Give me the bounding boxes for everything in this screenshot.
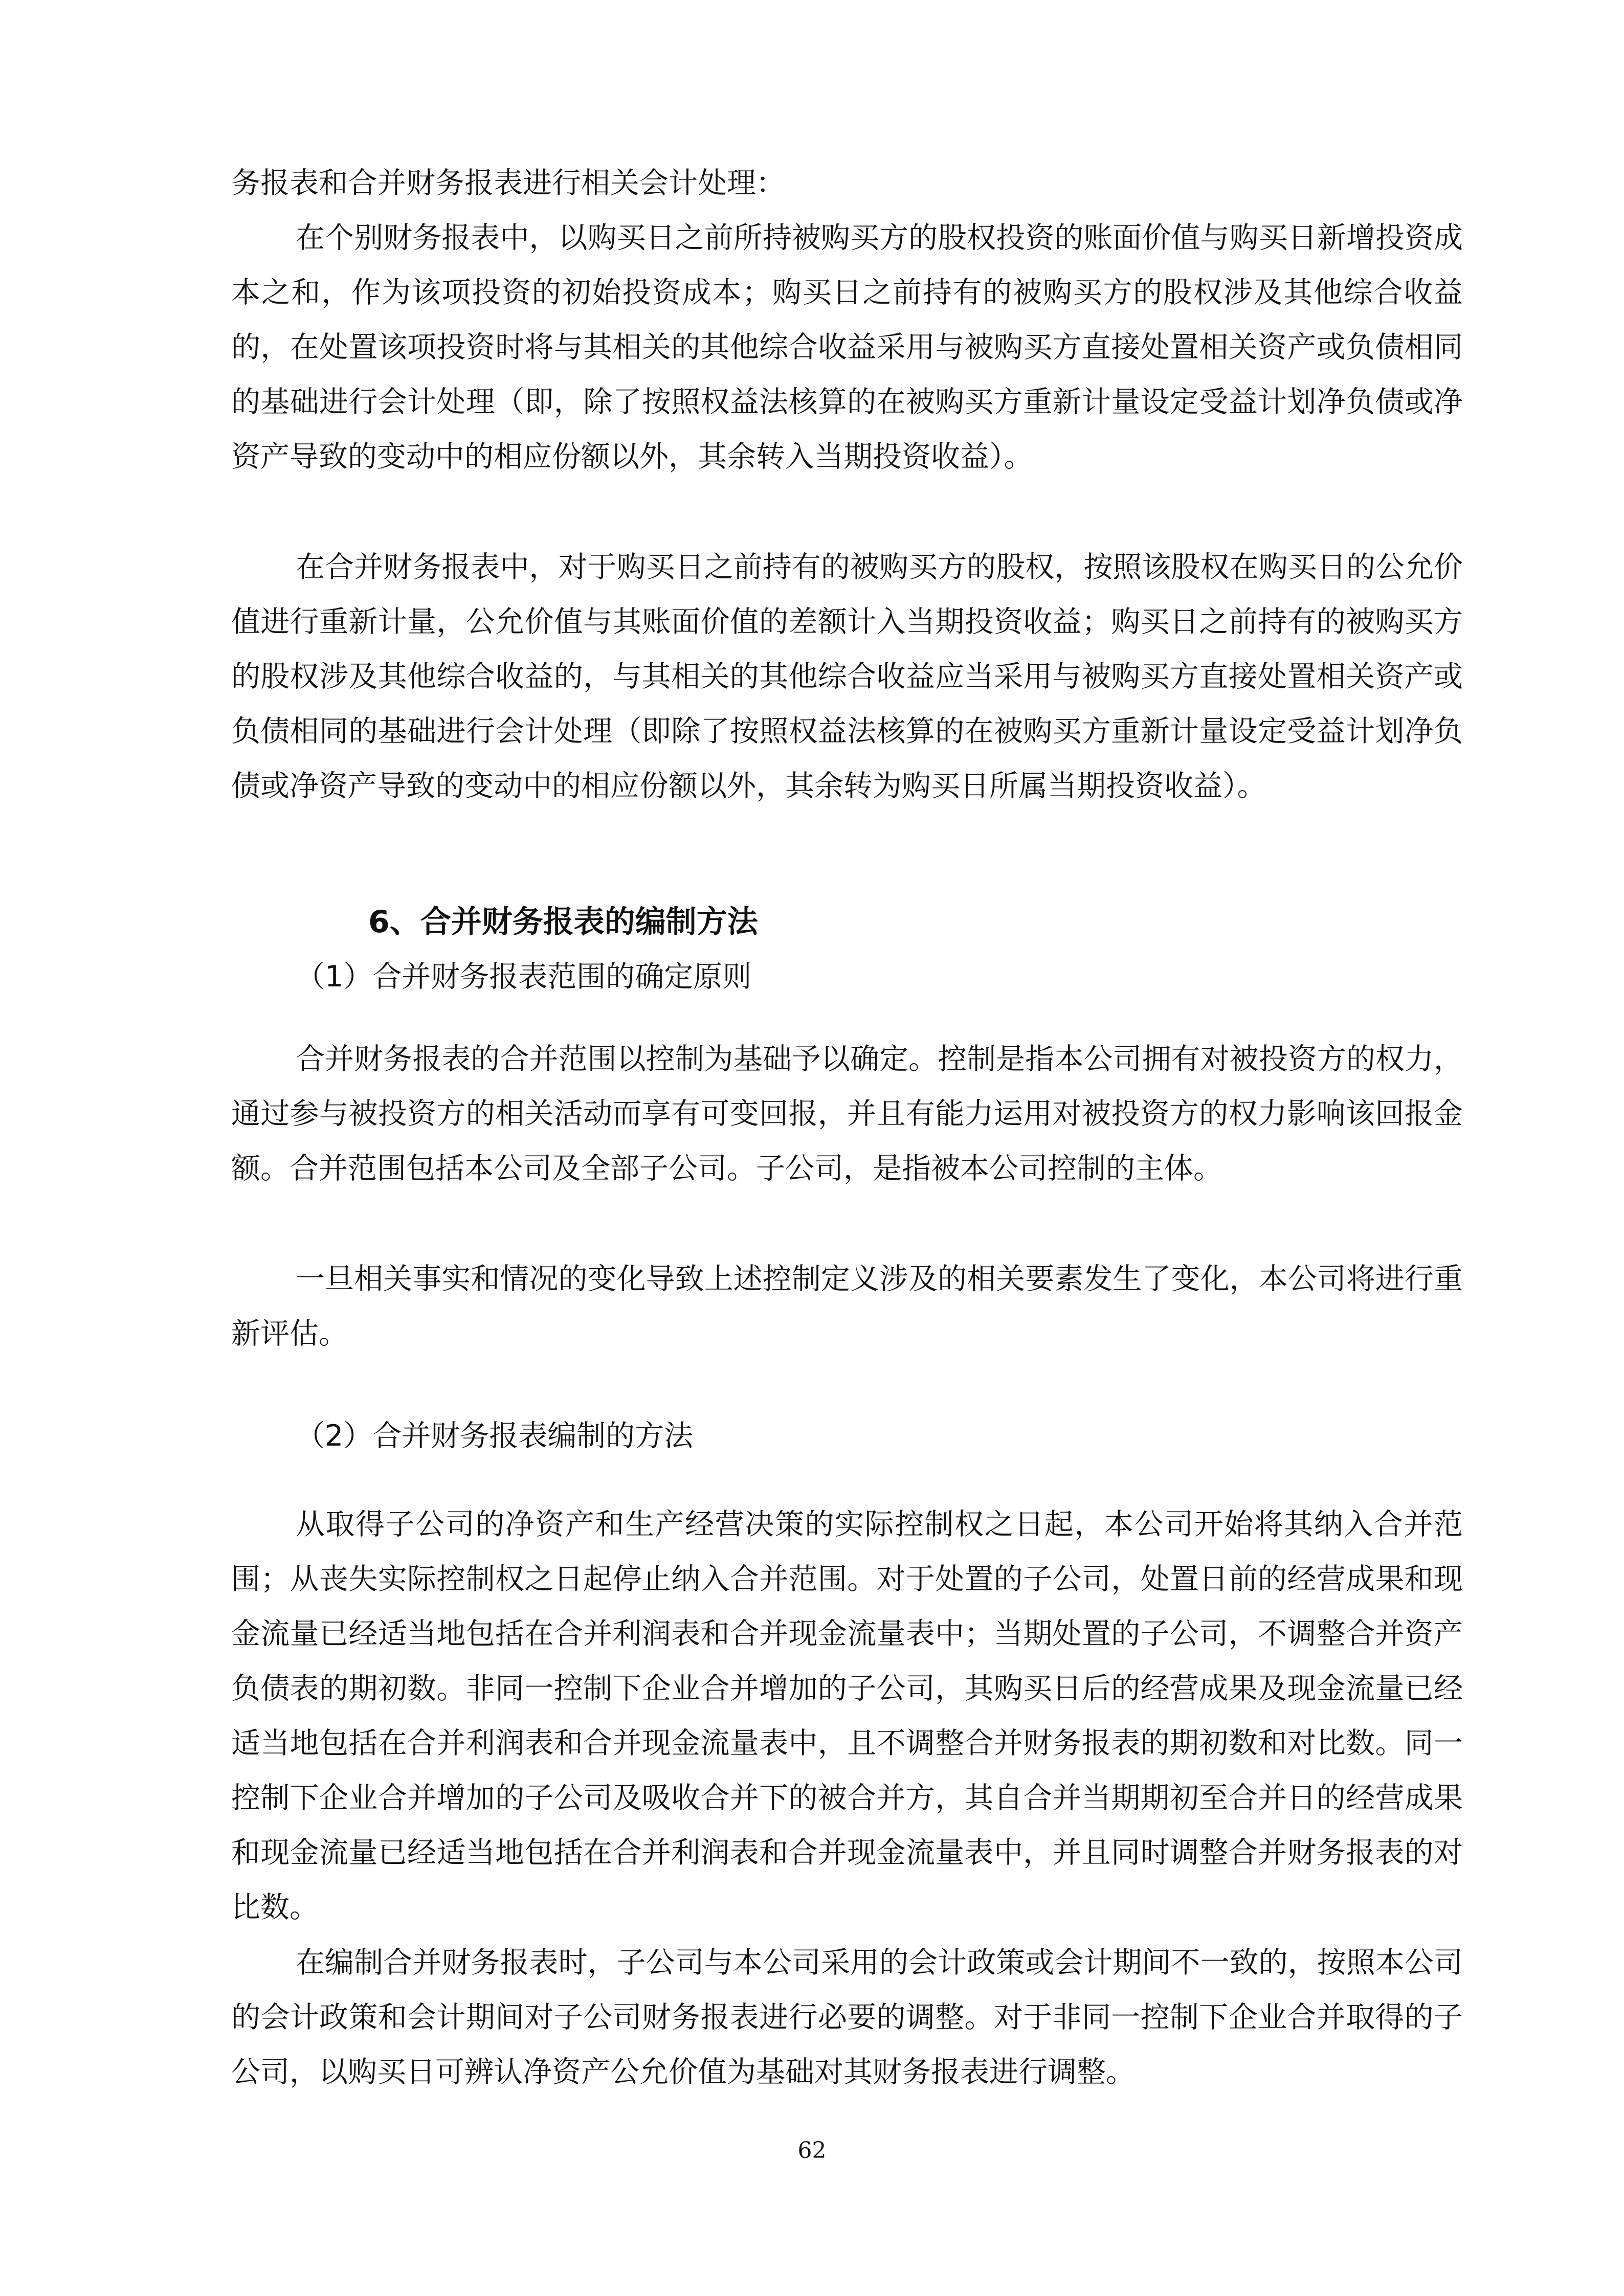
paragraph-scope: 合并财务报表的合并范围以控制为基础予以确定。控制是指本公司拥有对被投资方的权力，通过参与被投资方的相关活动而享有可变回报，并且有能力运用对被投资方的权力影响该回报金额。合并范围包括本公司及全部子公司。子公司，是指被本公司控制的主体。 xyxy=(231,1042,1463,1185)
section-heading: 6、合并财务报表的编制方法 xyxy=(368,904,758,940)
paragraph-individual-statements: 在个别财务报表中，以购买日之前所持被购买方的股权投资的账面价值与购买日新增投资成本之和，作为该项投资的初始投资成本；购买日之前持有的被购买方的股权涉及其他综合收益的，在处置该项投资时将与其相关的其他综合收益采用与被购买方直接处置相关资产或负债相同的基础进行会计处理（即，除了按照权益法核算的在被购买方重新计量设定受益计划净负债或净资产导致的变动中的相应份额以外，其余转入当期投资收益）。 xyxy=(231,221,1463,474)
paragraph-consolidated-statements: 在合并财务报表中，对于购买日之前持有的被购买方的股权，按照该股权在购买日的公允价值进行重新计量，公允价值与其账面价值的差额计入当期投资收益；购买日之前持有的被购买方的股权涉及其他综合收益的，与其相关的其他综合收益应当采用与被购买方直接处置相关资产或负债相同的基础进行会计处理（即除了按照权益法核算的在被购买方重新计量设定受益计划净负债或净资产导致的变动中的相应份额以外，其余转为购买日所属当期投资收益）。 xyxy=(231,550,1463,803)
page-number: 62 xyxy=(797,2137,827,2164)
paragraph-reassessment: 一旦相关事实和情况的变化导致上述控制定义涉及的相关要素发生了变化，本公司将进行重新评估。 xyxy=(231,1262,1463,1350)
subsection-heading-1: （1）合并财务报表范围的确定原则 xyxy=(296,960,752,994)
paragraph-adjustments: 在编制合并财务报表时，子公司与本公司采用的会计政策或会计期间不一致的，按照本公司的会计政策和会计期间对子公司财务报表进行必要的调整。对于非同一控制下企业合并取得的子公司，以购买日可辨认净资产公允价值为基础对其财务报表进行调整。 xyxy=(231,1946,1463,2089)
paragraph-method: 从取得子公司的净资产和生产经营决策的实际控制权之日起，本公司开始将其纳入合并范围；从丧失实际控制权之日起停止纳入合并范围。对于处置的子公司，处置日前的经营成果和现金流量已经适当地包括在合并利润表和合并现金流量表中；当期处置的子公司，不调整合并资产负债表的期初数。非同一控制下企业合并增加的子公司，其购买日后的经营成果及现金流量已经适当地包括在合并利润表和合并现金流量表中，且不调整合并财务报表的期初数和对比数。同一控制下企业合并增加的子公司及吸收合并下的被合并方，其自合并当期期初至合并日的经营成果和现金流量已经适当地包括在合并利润表和合并现金流量表中，并且同时调整合并财务报表的对比数。 xyxy=(231,1507,1463,1924)
paragraph-continued: 务报表和合并财务报表进行相关会计处理： xyxy=(231,166,785,200)
subsection-heading-2: （2）合并财务报表编制的方法 xyxy=(296,1419,694,1453)
